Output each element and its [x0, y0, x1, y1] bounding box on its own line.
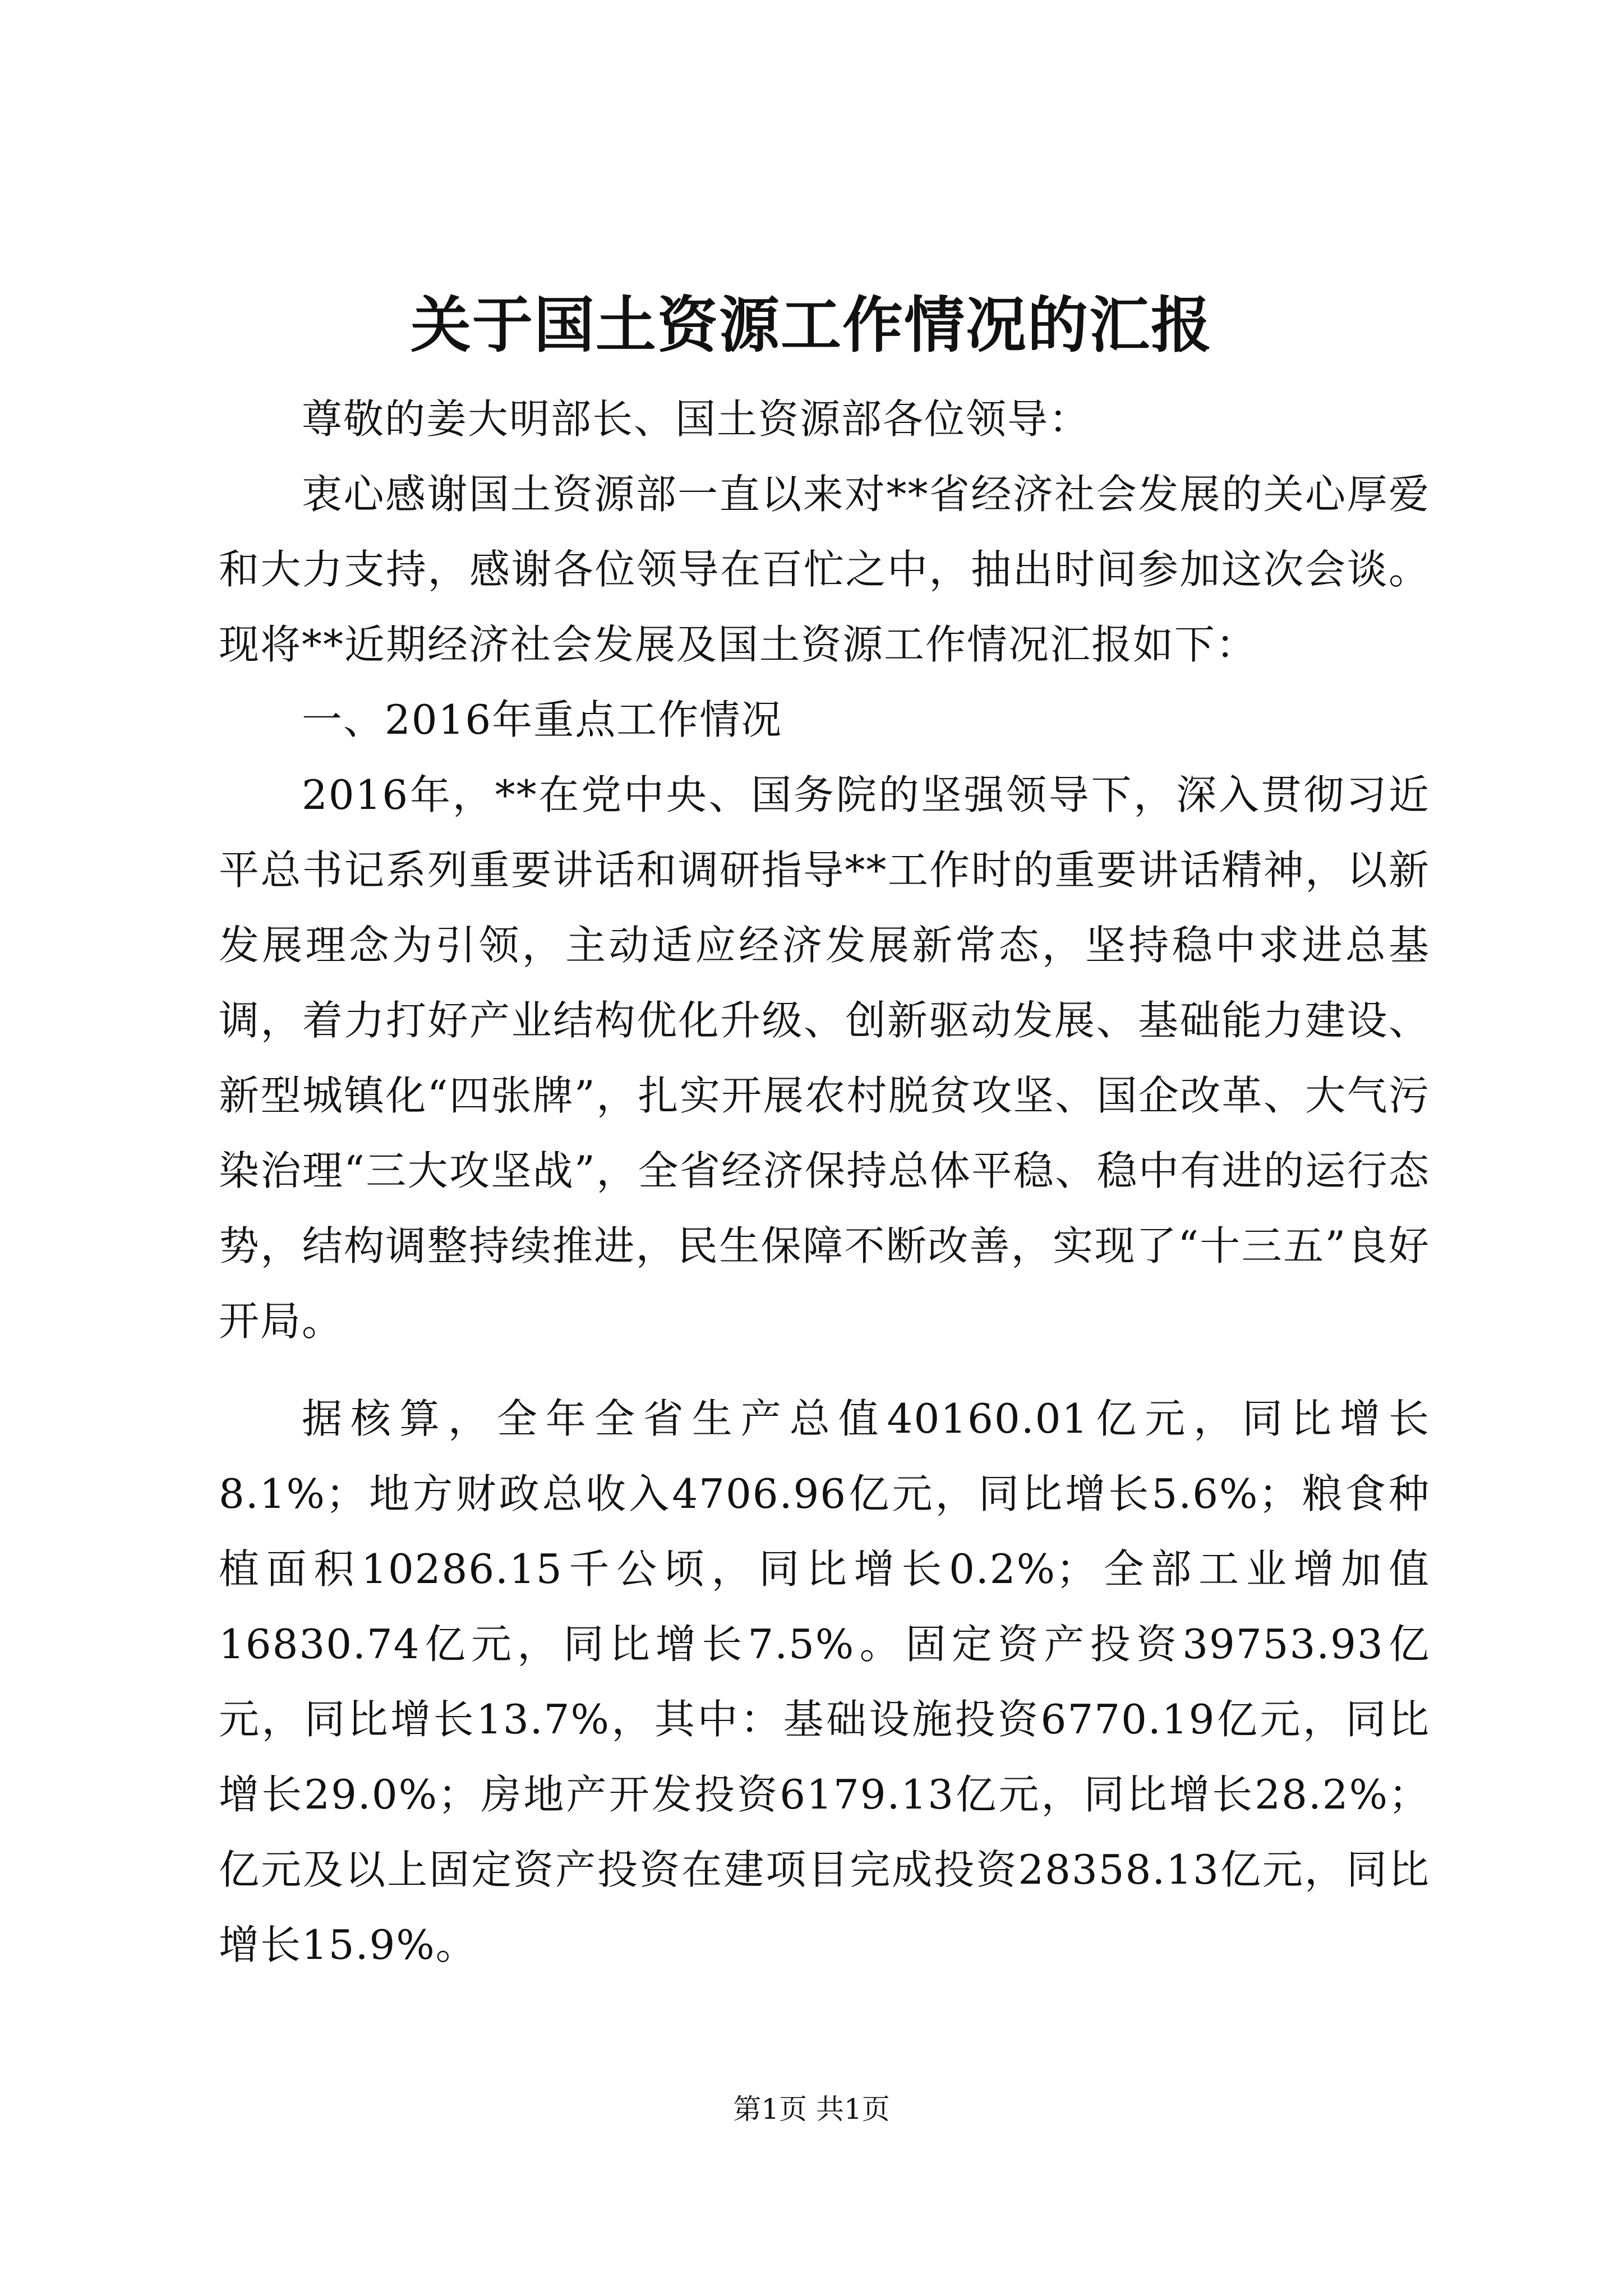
document-title: 关于国土资源工作情况的汇报 — [410, 290, 1212, 361]
overview-paragraph: 2016年，**在党中央、国务院的坚强领导下，深入贯彻习近平总书记系列重要讲话和调研指导**工作时的重要讲话精神，以新发展理念为引领，主动适应经济发展新常态，坚持稳中求进总基调，着力打好产业结构优化升级、创新驱动发展、基础能力建设、新型城镇化“四张牌”，扎实开展农村脱贫攻坚、国企改革、大气污染治理“三大攻坚战”，全省经济保持总体平稳、稳中有进的运行态势，结构调整持续推进，民生保障不断改善，实现了“十三五”良好开局。 — [219, 771, 1430, 1345]
salutation-paragraph: 尊敬的姜大明部长、国土资源部各位领导： — [302, 395, 1091, 443]
intro-paragraph: 衷心感谢国土资源部一直以来对**省经济社会发展的关心厚爱和大力支持，感谢各位领导在百忙之中，抽出时间参加这次会谈。现将**近期经济社会发展及国土资源工作情况汇报如下： — [219, 471, 1430, 668]
section-heading: 一、2016年重点工作情况 — [302, 696, 783, 743]
statistics-paragraph: 据核算，全年全省生产总值40160.01亿元，同比增长8.1%；地方财政总收入4706.96亿元，同比增长5.6%；粮食种植面积10286.15千公顷，同比增长0.2%；全部工业增加值16830.74亿元，同比增长7.5%。固定资产投资39753.93亿元，同比增长13.7%，其中：基础设施投资6770.19亿元，同比增长29.0%；房地产开发投资6179.13亿元，同比增长28.2%；亿元及以上固定资产投资在建项目完成投资28358.13亿元，同比增长15.9%。 — [219, 1395, 1430, 1968]
document-body — [219, 381, 1430, 1982]
page-footer: 第1页 共1页 — [733, 2093, 890, 2125]
